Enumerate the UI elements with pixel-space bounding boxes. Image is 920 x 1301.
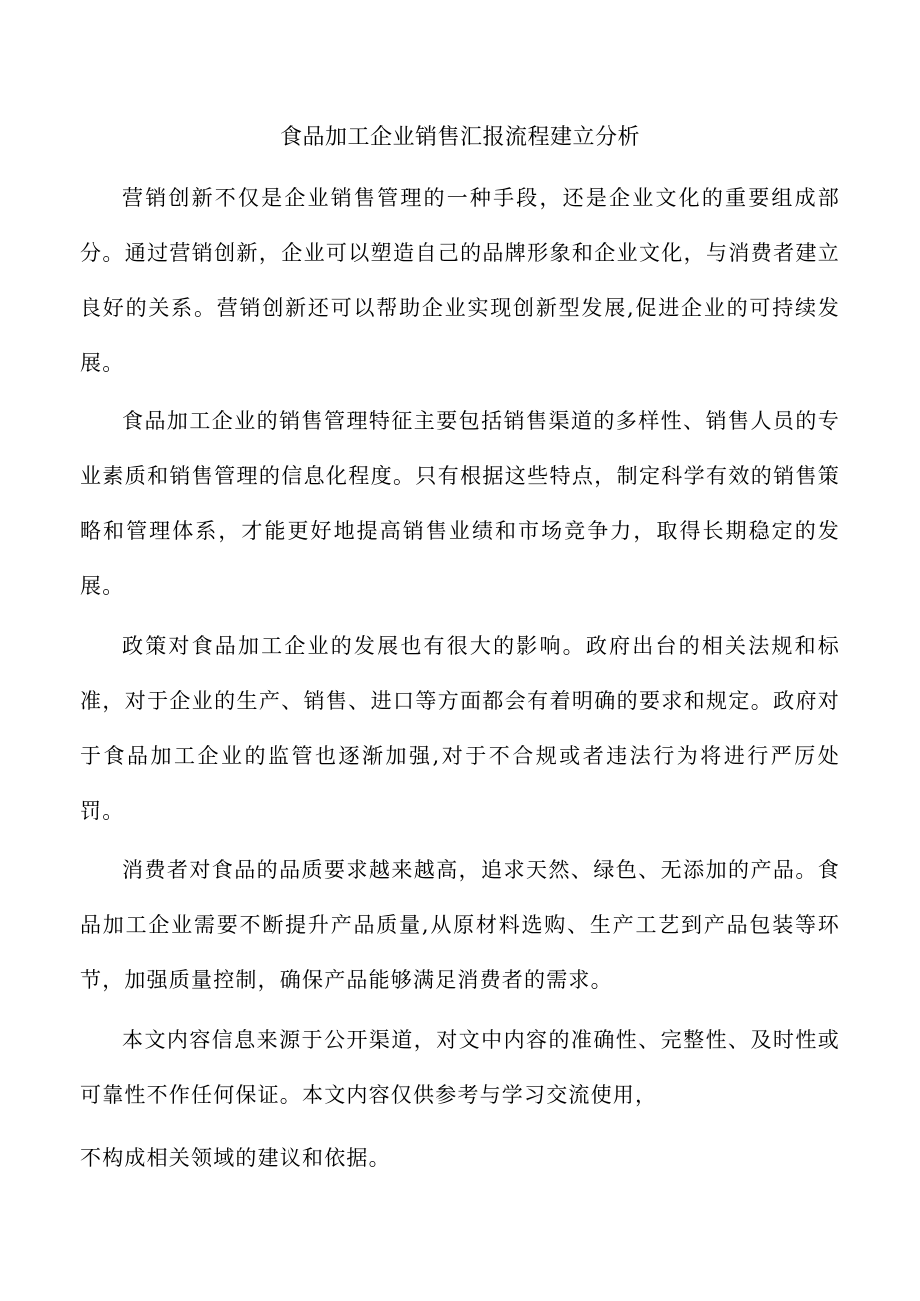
disclaimer-closing-line: 不构成相关领域的建议和依据。 [80,1146,391,1170]
paragraph-sales-management-features: 食品加工企业的销售管理特征主要包括销售渠道的多样性、销售人员的专业素质和销售管理的信息化程度。只有根据这些特点，制定科学有效的销售策略和管理体系，才能更好地提高销售业绩和市场竞争力，取得长期稳定的发展。 [80,409,840,598]
paragraph-marketing-innovation: 营销创新不仅是企业销售管理的一种手段，还是企业文化的重要组成部分。通过营销创新，企业可以塑造自己的品牌形象和企业文化，与消费者建立良好的关系。营销创新还可以帮助企业实现创新型发展,促进企业的可持续发展。 [80,186,840,375]
paragraph-policy-impact: 政策对食品加工企业的发展也有很大的影响。政府出台的相关法规和标准，对于企业的生产、销售、进口等方面都会有着明确的要求和规定。政府对于食品加工企业的监管也逐渐加强,对于不合规或者违法行为将进行严厉处罚。 [80,634,840,823]
document-title: 食品加工企业销售汇报流程建立分析 [279,125,640,150]
paragraph-consumer-quality: 消费者对食品的品质要求越来越高，追求天然、绿色、无添加的产品。食品加工企业需要不断提升产品质量,从原材料选购、生产工艺到产品包装等环节，加强质量控制，确保产品能够满足消费者的需求。 [80,858,840,992]
paragraph-disclaimer: 本文内容信息来源于公开渠道，对文中内容的准确性、完整性、及时性或可靠性不作任何保证。本文内容仅供参考与学习交流使用， [80,1028,840,1107]
